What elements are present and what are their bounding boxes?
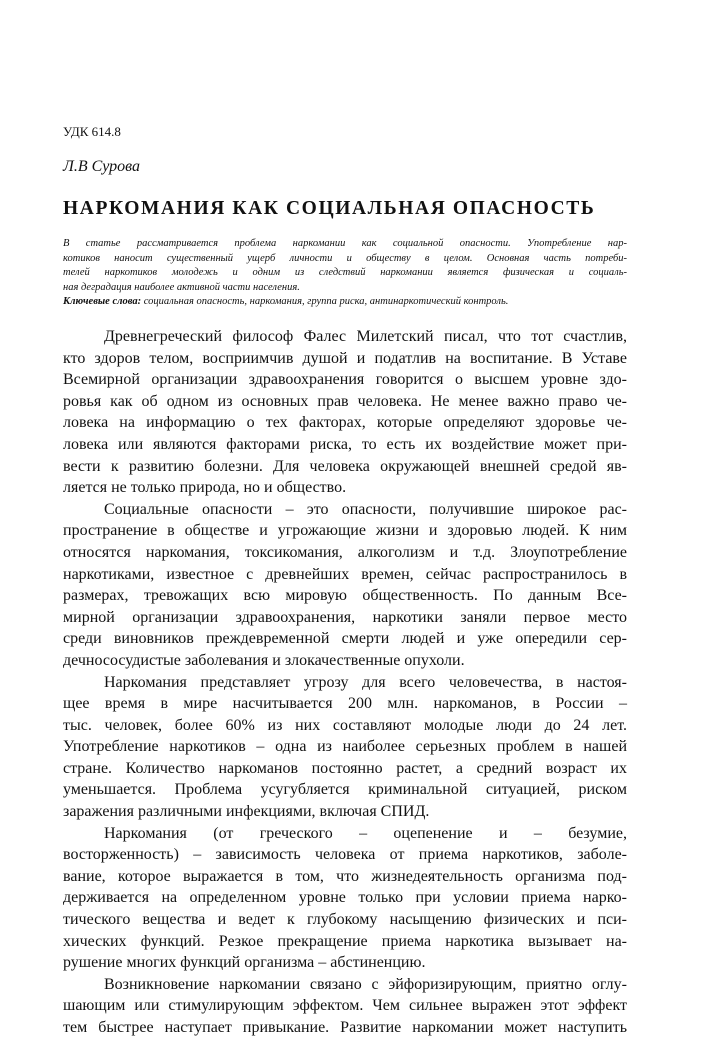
article-body bbox=[63, 326, 627, 1039]
body-line: щее время в мире насчитывается 200 млн. наркоманов, в России – bbox=[63, 695, 627, 713]
udk-code: УДК 614.8 bbox=[63, 124, 121, 139]
body-line: ляется не только природа, но и общество. bbox=[63, 479, 347, 497]
body-line: вание, которое выражается в том, что жизнедеятельность организма под- bbox=[63, 867, 627, 885]
body-line: ловека на информацию о тех факторах, которые определяют здоровье че- bbox=[63, 414, 627, 432]
abstract-line: котиков наносит существенный ущерб личности и обществу в целом. Основная часть потреби- bbox=[63, 252, 627, 264]
body-line: тического вещества и ведет к глубокому насыщению физических и пси- bbox=[63, 911, 627, 929]
body-line: Наркомания представляет угрозу для всего человечества, в настоя- bbox=[104, 673, 627, 691]
body-line: уменьшается. Проблема усугубляется криминальной ситуацией, риском bbox=[63, 781, 627, 799]
body-line: тыс. человек, более 60% из них составляют молодые люди до 24 лет. bbox=[63, 716, 627, 734]
body-line: Употребление наркотиков – одна из наиболее серьезных проблем в нашей bbox=[63, 738, 627, 756]
abstract bbox=[63, 237, 627, 310]
keywords bbox=[63, 295, 627, 310]
body-line: ровья как об одном из основных прав человека. Не менее важно право че- bbox=[63, 392, 627, 410]
body-line: ловека или являются факторами риска, то есть их воздействие может при- bbox=[63, 435, 627, 453]
body-line: пространение в обществе и угрожающие жизни и здоровью людей. К ним bbox=[63, 522, 627, 540]
body-line: заражения различными инфекциями, включая СПИД. bbox=[63, 803, 430, 821]
author-name: Л.В Сурова bbox=[63, 158, 141, 175]
body-line: кто здоров телом, восприимчив душой и податлив на воспитание. В Уставе bbox=[63, 349, 627, 367]
body-line: хических функций. Резкое прекращение приема наркотика вызывает на- bbox=[63, 932, 627, 950]
body-line: среди виновников преждевременной смерти людей и уже опередили сер- bbox=[63, 630, 627, 648]
abstract-line: ная деградация наиболее активной части населения. bbox=[63, 281, 300, 293]
keywords-text: социальная опасность, наркомания, группа риска, антинаркотический контроль. bbox=[141, 296, 509, 307]
abstract-line: телей наркотиков молодежь и одним из следствий наркомании является физическая и социаль- bbox=[63, 267, 627, 278]
keywords-label: Ключевые слова: bbox=[63, 296, 142, 307]
body-line: восторженность) – зависимость человека от приема наркотиков, заболе- bbox=[63, 846, 627, 864]
body-line: Наркомания (от греческого – оцепенение и – безумие, bbox=[104, 824, 627, 842]
body-line: размерах, тревожащих всю мировую общественность. По данным Все- bbox=[63, 587, 627, 605]
body-line: наркотиками, известное с древнейших времен, сейчас распространилось в bbox=[63, 565, 627, 583]
body-line: Всемирной организации здравоохранения говорится о высшем уровне здо- bbox=[63, 371, 627, 389]
body-line: тем быстрее наступает привыкание. Развитие наркомании может наступить bbox=[63, 1019, 627, 1036]
body-line: относятся наркомания, токсикомания, алкоголизм и т.д. Злоупотребление bbox=[63, 543, 627, 561]
body-line: вести к развитию болезни. Для человека окружающей внешней средой яв- bbox=[63, 457, 627, 475]
body-line: стране. Количество наркоманов постоянно растет, а средний возраст их bbox=[63, 759, 627, 777]
article-title: НАРКОМАНИЯ КАК СОЦИАЛЬНАЯ ОПАСНОСТЬ bbox=[63, 198, 596, 219]
body-line: шающим или стимулирующим эффектом. Чем сильнее выражен этот эффект bbox=[63, 997, 627, 1015]
abstract-line: В статье рассматривается проблема наркомании как социальной опасности. Употребление нар- bbox=[63, 238, 627, 249]
body-line: Социальные опасности – это опасности, получившие широкое рас- bbox=[104, 500, 627, 518]
body-line: рушение многих функций организма – абстиненцию. bbox=[63, 954, 426, 972]
body-line: Древнегреческий философ Фалес Милетский писал, что тот счастлив, bbox=[104, 328, 627, 345]
body-line: Возникновение наркомании связано с эйфоризирующим, приятно оглу- bbox=[104, 975, 627, 993]
body-line: мирной организации здравоохранения, наркотики заняли первое место bbox=[63, 608, 627, 626]
body-line: держивается на определенном уровне только при условии приема нарко- bbox=[63, 889, 627, 907]
body-line: дечнососудистые заболевания и злокачественные опухоли. bbox=[63, 651, 465, 669]
